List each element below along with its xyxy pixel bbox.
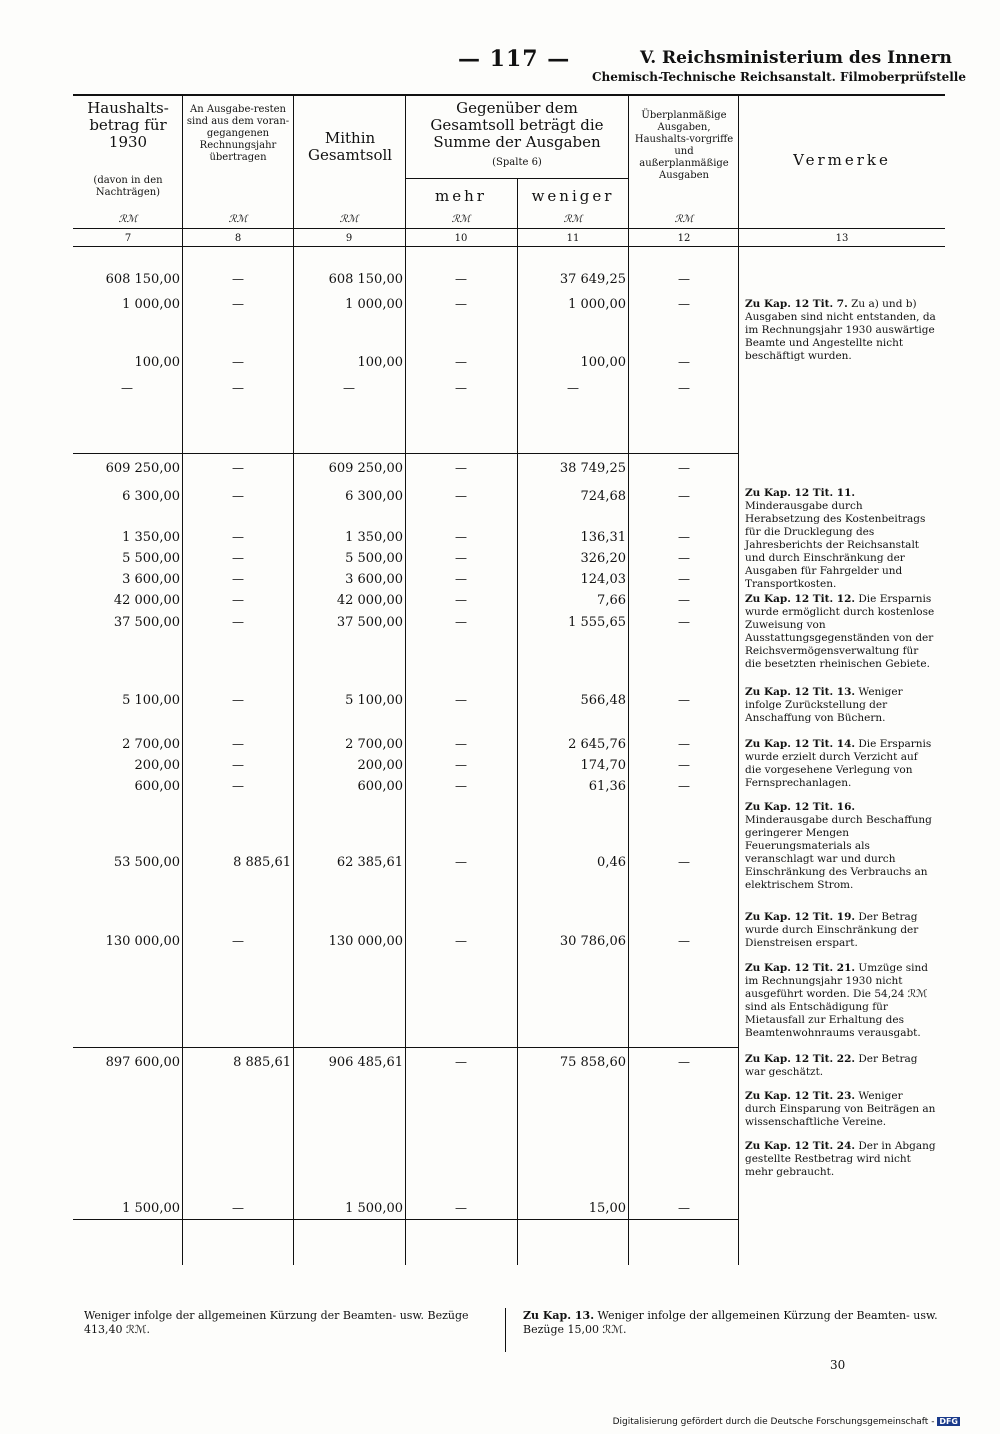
- cell-c11: 37 649,25: [559, 272, 626, 287]
- cell-c11: 100,00: [580, 355, 626, 370]
- cell-c10: —: [455, 530, 467, 544]
- cell-c9: 200,00: [357, 758, 403, 773]
- cell-c10: —: [455, 855, 467, 869]
- cell-c9: 130 000,00: [328, 934, 403, 949]
- institution-subtitle: Chemisch-Technische Reichsanstalt. Filmoberprüfstelle: [592, 70, 967, 84]
- col8-header: An Ausgabe-resten sind aus dem voran-gegangenen Rechnungsjahr übertragen: [186, 104, 290, 163]
- digitization-credit: Digitalisierung gefördert durch die Deutsche Forschungsgemeinschaft - DFG: [612, 1417, 958, 1427]
- cell-c9: 37 500,00: [336, 615, 403, 630]
- cell-c7: 200,00: [134, 758, 180, 773]
- cell-c8: —: [232, 693, 244, 707]
- cell-c9: 3 600,00: [345, 572, 403, 587]
- cell-c9: 600,00: [357, 779, 403, 794]
- cell-c12: —: [678, 779, 690, 793]
- cell-c12: —: [678, 693, 690, 707]
- cell-c7: 53 500,00: [113, 855, 180, 870]
- cell-c11: 38 749,25: [559, 461, 626, 476]
- col-divider: [628, 95, 629, 1265]
- footnote-right: Zu Kap. 13. Weniger infolge der allgemeinen Kürzung der Beamten- usw. Bezüge 15,00 ℛℳ.: [523, 1309, 938, 1336]
- table-top-rule: [73, 94, 945, 96]
- cell-c11: 61,36: [588, 779, 626, 794]
- cell-c7: 1 500,00: [122, 1201, 180, 1216]
- cell-c9: 906 485,61: [328, 1055, 403, 1070]
- cell-c11: 30 786,06: [559, 934, 626, 949]
- cell-c11: 724,68: [580, 489, 626, 504]
- cell-c10: —: [455, 1055, 467, 1069]
- cell-c9: 1 350,00: [345, 530, 403, 545]
- cell-c10: —: [455, 572, 467, 586]
- cell-c11: 566,48: [580, 693, 626, 708]
- cell-c11: —: [567, 381, 579, 395]
- colnum-rule: [73, 246, 945, 247]
- cell-c12: —: [678, 737, 690, 751]
- cell-c11: 15,00: [588, 1201, 626, 1216]
- cell-c8: —: [232, 381, 244, 395]
- cell-c7: —: [121, 381, 133, 395]
- cell-c10: —: [455, 615, 467, 629]
- footnote-left: Weniger infolge der allgemeinen Kürzung der Beamten- usw. Bezüge 413,40 ℛℳ.: [84, 1309, 469, 1336]
- cell-c7: 1 000,00: [122, 297, 180, 312]
- cell-c12: —: [678, 297, 690, 311]
- unit-label: ℛℳ: [674, 214, 694, 225]
- col-divider: [517, 178, 518, 1265]
- cell-c12: —: [678, 1055, 690, 1069]
- cell-c12: —: [678, 1201, 690, 1215]
- col7-header: Haushalts-betrag für 1930: [87, 99, 169, 151]
- footnote-divider: [505, 1308, 506, 1352]
- col12-header: Überplanmäßige Ausgaben, Haushalts-vorgriffe und außerplanmäßige Ausgaben: [634, 110, 734, 181]
- printed-page-number: 30: [830, 1358, 846, 1372]
- cell-c9: 5 100,00: [345, 693, 403, 708]
- cell-c8: —: [232, 461, 244, 475]
- note: Zu Kap. 12 Tit. 21. Umzüge sind im Rechnungsjahr 1930 nicht ausgeführt worden. Die 54,24 ℛℳ sind als Entschädigung für Mietausfall zur Erhaltung des Beamtenwohnraums verausgabt.: [745, 962, 928, 1039]
- cell-c7: 600,00: [134, 779, 180, 794]
- cell-c12: —: [678, 355, 690, 369]
- cell-c9: 608 150,00: [328, 272, 403, 287]
- col-divider: [182, 95, 183, 1265]
- dfg-logo: DFG: [939, 1417, 958, 1426]
- cell-c7: 609 250,00: [105, 461, 180, 476]
- cell-c9: 5 500,00: [345, 551, 403, 566]
- cell-c10: —: [455, 381, 467, 395]
- cell-c10: —: [455, 1201, 467, 1215]
- cell-c9: 1 000,00: [345, 297, 403, 312]
- cell-c11: 1 000,00: [568, 297, 626, 312]
- cell-c10: —: [455, 779, 467, 793]
- cell-c11: 1 555,65: [568, 615, 626, 630]
- cell-c9: 1 500,00: [345, 1201, 403, 1216]
- cell-c7: 897 600,00: [105, 1055, 180, 1070]
- unit-label: ℛℳ: [339, 214, 359, 225]
- cell-c12: —: [678, 758, 690, 772]
- col11-header: weniger: [531, 187, 615, 205]
- col10-11-subheader: (Spalte 6): [492, 157, 542, 168]
- cell-c12: —: [678, 551, 690, 565]
- col9-header: Mithin Gesamtsoll: [308, 129, 393, 164]
- cell-c12: —: [678, 381, 690, 395]
- cell-c9: 42 000,00: [336, 593, 403, 608]
- cell-c12: —: [678, 530, 690, 544]
- cell-c7: 5 100,00: [122, 693, 180, 708]
- column-number: 9: [345, 233, 353, 244]
- cell-c7: 37 500,00: [113, 615, 180, 630]
- cell-c10: —: [455, 551, 467, 565]
- note: Zu Kap. 12 Tit. 16. Minderausgabe durch Beschaffung geringerer Mengen Feuerungsmaterials als veranschlagt war und durch Einschränkung des Verbrauchs an elektrischem Strom.: [745, 801, 932, 891]
- cell-c11: 75 858,60: [559, 1055, 626, 1070]
- cell-c10: —: [455, 758, 467, 772]
- note: Zu Kap. 12 Tit. 19. Der Betrag wurde durch Einschränkung der Dienstreisen erspart.: [745, 911, 919, 949]
- note: Zu Kap. 12 Tit. 23. Weniger durch Einsparung von Beiträgen an wissenschaftliche Vereine.: [745, 1090, 936, 1128]
- unit-rule: [73, 228, 945, 229]
- cell-c9: 6 300,00: [345, 489, 403, 504]
- cell-c11: 136,31: [580, 530, 626, 545]
- cell-c11: 2 645,76: [568, 737, 626, 752]
- unit-label: ℛℳ: [118, 214, 138, 225]
- note: Zu Kap. 12 Tit. 11. Minderausgabe durch Herabsetzung des Kostenbeitrags für die Drucklegung des Jahresberichts der Reichsanstalt und durch Einschränkung der Ausgaben für Fahrgelder und Transportkosten.: [745, 487, 926, 590]
- cell-c8: —: [232, 489, 244, 503]
- cell-c11: 0,46: [597, 855, 626, 870]
- cell-c7: 42 000,00: [113, 593, 180, 608]
- column-number: 10: [454, 233, 468, 244]
- ministry-title: V. Reichsministerium des Innern: [640, 48, 952, 68]
- col-divider: [738, 95, 739, 1265]
- column-number: 11: [566, 233, 580, 244]
- cell-c8: —: [232, 758, 244, 772]
- note: Zu Kap. 12 Tit. 24. Der in Abgang gestellte Restbetrag wird nicht mehr gebraucht.: [745, 1140, 936, 1178]
- cell-c12: —: [678, 572, 690, 586]
- cell-c11: 174,70: [580, 758, 626, 773]
- cell-c7: 100,00: [134, 355, 180, 370]
- cell-c8: —: [232, 779, 244, 793]
- cell-c8: —: [232, 1201, 244, 1215]
- cell-c8: —: [232, 272, 244, 286]
- page-number: — 117 —: [458, 46, 571, 72]
- cell-c12: —: [678, 489, 690, 503]
- cell-c8: —: [232, 934, 244, 948]
- cell-c7: 1 350,00: [122, 530, 180, 545]
- cell-c8: —: [232, 355, 244, 369]
- col7-subheader: (davon in den Nachträgen): [93, 175, 163, 198]
- column-number: 7: [124, 233, 132, 244]
- cell-c8: 8 885,61: [233, 855, 291, 870]
- cell-c11: 7,66: [597, 593, 626, 608]
- cell-c10: —: [455, 297, 467, 311]
- cell-c8: —: [232, 737, 244, 751]
- cell-c12: —: [678, 272, 690, 286]
- cell-c8: —: [232, 572, 244, 586]
- note: Zu Kap. 12 Tit. 12. Die Ersparnis wurde ermöglicht durch kostenlose Zuweisung von Ausstattungsgegenständen von der Reichsvermögensverwaltung für die besetzten rheinischen Gebiete.: [745, 593, 935, 670]
- cell-c8: 8 885,61: [233, 1055, 291, 1070]
- cell-c7: 3 600,00: [122, 572, 180, 587]
- cell-c11: 124,03: [580, 572, 626, 587]
- note: Zu Kap. 12 Tit. 22. Der Betrag war geschätzt.: [745, 1053, 918, 1078]
- column-number: 13: [835, 233, 849, 244]
- cell-c8: —: [232, 297, 244, 311]
- cell-c10: —: [455, 355, 467, 369]
- cell-c12: —: [678, 461, 690, 475]
- note: Zu Kap. 12 Tit. 7. Zu a) und b) Ausgaben sind nicht entstanden, da im Rechnungsjahr 1930 auswärtige Beamte und Angestellte nicht beschäftigt wurden.: [745, 298, 936, 362]
- cell-c7: 608 150,00: [105, 272, 180, 287]
- cell-c12: —: [678, 855, 690, 869]
- cell-c9: —: [343, 381, 355, 395]
- cell-c7: 5 500,00: [122, 551, 180, 566]
- cell-c9: 609 250,00: [328, 461, 403, 476]
- cell-c8: —: [232, 615, 244, 629]
- cell-c8: —: [232, 530, 244, 544]
- cell-c10: —: [455, 737, 467, 751]
- cell-c8: —: [232, 551, 244, 565]
- cell-c12: —: [678, 934, 690, 948]
- cell-c10: —: [455, 693, 467, 707]
- col-divider: [405, 95, 406, 1265]
- cell-c10: —: [455, 489, 467, 503]
- note: Zu Kap. 12 Tit. 14. Die Ersparnis wurde erzielt durch Verzicht auf die vorgesehene Verlegung von Fernsprechanlagen.: [745, 738, 932, 789]
- cell-c12: —: [678, 615, 690, 629]
- cell-c7: 2 700,00: [122, 737, 180, 752]
- col10-header: mehr: [435, 187, 487, 205]
- cell-c10: —: [455, 934, 467, 948]
- unit-label: ℛℳ: [228, 214, 248, 225]
- cell-c9: 62 385,61: [336, 855, 403, 870]
- note: Zu Kap. 12 Tit. 13. Weniger infolge Zurückstellung der Anschaffung von Büchern.: [745, 686, 903, 724]
- cell-c7: 6 300,00: [122, 489, 180, 504]
- cell-c10: —: [455, 272, 467, 286]
- cell-c9: 100,00: [357, 355, 403, 370]
- unit-label: ℛℳ: [563, 214, 583, 225]
- cell-c9: 2 700,00: [345, 737, 403, 752]
- col10-11-header: Gegenüber dem Gesamtsoll beträgt die Summe der Ausgaben: [430, 99, 604, 151]
- cell-c8: —: [232, 593, 244, 607]
- cell-c10: —: [455, 461, 467, 475]
- cell-c11: 326,20: [580, 551, 626, 566]
- col13-header: Vermerke: [793, 151, 891, 169]
- col-divider: [293, 95, 294, 1265]
- column-number: 12: [677, 233, 691, 244]
- cell-c7: 130 000,00: [105, 934, 180, 949]
- cell-c12: —: [678, 593, 690, 607]
- unit-label: ℛℳ: [451, 214, 471, 225]
- cell-c10: —: [455, 593, 467, 607]
- column-number: 8: [234, 233, 242, 244]
